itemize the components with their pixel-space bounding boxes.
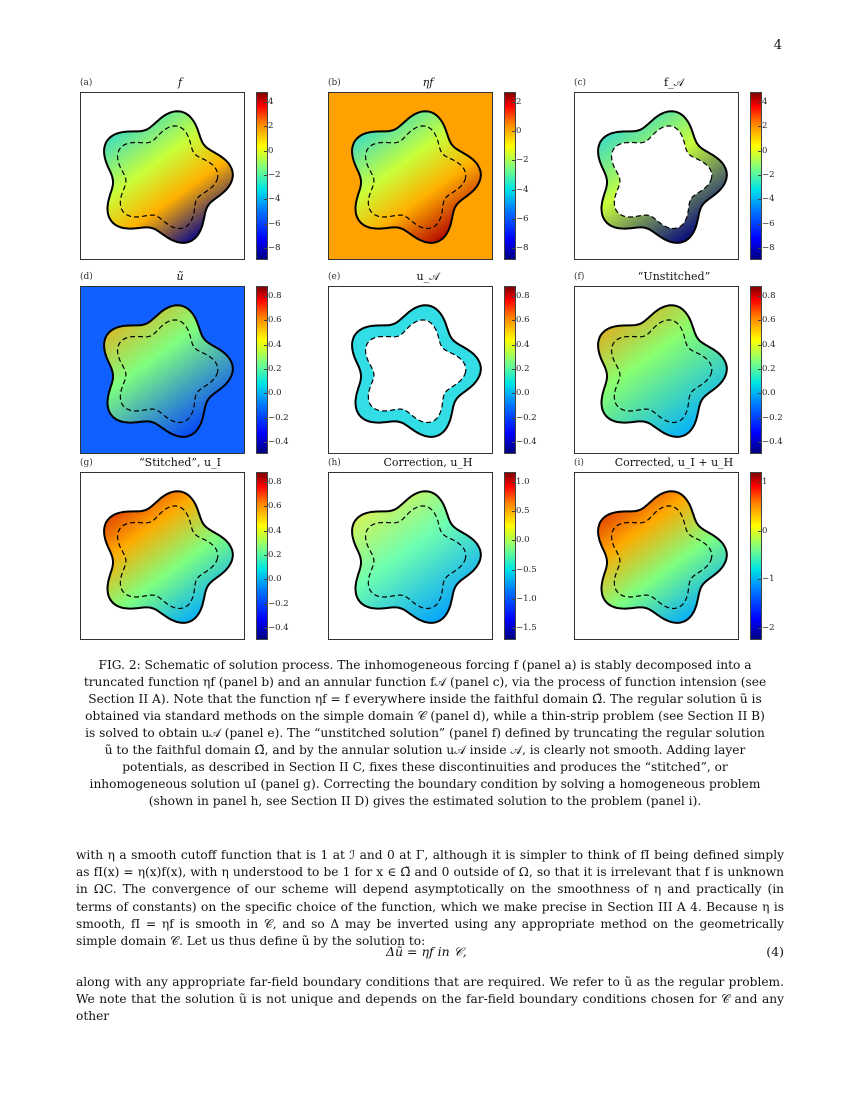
panel-plot bbox=[328, 286, 493, 454]
colorbar-tick-label: 0.2 bbox=[268, 364, 282, 374]
paragraph-1-text: with η a smooth cutoff function that is 1 at ℐ and 0 at Γ, although it is simpler to think of fI being defined simply as fI(x) = η(x)f(x), with η understood to be 1 for x ∈ Ω̃ and 0 outside of Ω, so that it is irrelevant that f is unknown in ΩC. The convergence of our scheme will depend asymptotically on the smoothness of η and practically (in terms of constants) on the specific choice of the function, which we make precise in Section III A 4. Because η is smooth, fI = ηf is smooth in 𝒞, and so Δ may be inverted using any appropriate method on the geometrically simple domain 𝒞. Let us thus define ũ by the solution to: bbox=[76, 848, 784, 949]
colorbar bbox=[504, 286, 516, 454]
figure-panel bbox=[328, 78, 578, 253]
colorbar-tick-label: 0.4 bbox=[268, 525, 282, 536]
colorbar bbox=[750, 286, 762, 454]
colorbar-tick-label: 0.0 bbox=[516, 388, 530, 399]
panel-plot bbox=[80, 286, 245, 454]
panel-title: ηf bbox=[422, 76, 434, 89]
colorbar-tick-label: −0.2 bbox=[268, 598, 289, 609]
colorbar-tick-label: 0.0 bbox=[268, 388, 282, 399]
colorbar-tick-label: −2 bbox=[762, 623, 775, 634]
panel-label: (g) bbox=[80, 458, 93, 468]
colorbar-tick-label: 0 bbox=[516, 126, 522, 137]
field-plot bbox=[81, 473, 244, 639]
panel-title: Corrected, u_I + u_H bbox=[614, 456, 734, 469]
panel-title: Correction, u_H bbox=[383, 456, 473, 469]
panel-plot bbox=[574, 92, 739, 260]
field-plot bbox=[329, 93, 492, 259]
panel-plot bbox=[328, 92, 493, 260]
colorbar-tick-label: −0.5 bbox=[516, 564, 537, 575]
panel-title: “Stitched”, u_I bbox=[139, 456, 221, 469]
panel-plot bbox=[574, 472, 739, 640]
colorbar-tick-label: −1.0 bbox=[516, 593, 537, 604]
colorbar-tick-label: 2 bbox=[268, 121, 274, 132]
colorbar-tick-label: −8 bbox=[268, 243, 281, 254]
panel-label: (d) bbox=[80, 272, 93, 282]
colorbar-tick-label: −0.2 bbox=[762, 412, 783, 423]
colorbar bbox=[504, 92, 516, 260]
colorbar-tick-label: −2 bbox=[516, 155, 529, 166]
equation-4 bbox=[76, 944, 784, 964]
field-plot bbox=[81, 287, 244, 453]
colorbar-tick-label: −1.5 bbox=[516, 623, 537, 634]
field-plot bbox=[329, 473, 492, 639]
figure-panel bbox=[80, 458, 330, 633]
colorbar-tick-label: 0.2 bbox=[762, 364, 776, 374]
colorbar-tick-label: 0.6 bbox=[762, 315, 776, 326]
colorbar-tick-label: 0.0 bbox=[516, 535, 530, 546]
colorbar-tick-label: 0.2 bbox=[268, 550, 282, 560]
colorbar-tick-label: −4 bbox=[516, 184, 529, 195]
panel-title: u_𝒜 bbox=[416, 270, 440, 283]
panel-label: (a) bbox=[80, 78, 93, 88]
colorbar-tick-label: −0.4 bbox=[268, 623, 289, 634]
colorbar-tick-label: −4 bbox=[762, 194, 775, 205]
paragraph-1 bbox=[76, 847, 784, 950]
panel-label: (c) bbox=[574, 78, 587, 88]
figure-caption bbox=[80, 657, 770, 810]
colorbar-tick-label: −1 bbox=[762, 574, 775, 585]
colorbar-tick-label: −8 bbox=[516, 243, 529, 254]
figure-panel bbox=[328, 458, 578, 633]
panel-label: (h) bbox=[328, 458, 341, 468]
caption-text: FIG. 2: Schematic of solution process. The inhomogeneous forcing f (panel a) is stably decomposed into a truncated function ηf (panel b) and an annular function f𝒜 (panel c), via the process of function intension (see Section II A). Note that the function ηf = f everywhere inside the faithful domain Ω̃. The regular solution ũ is obtained via standard methods on the simple domain 𝒞 (panel d), while a thin-strip problem (see Section II B) is solved to obtain u𝒜 (panel e). The “unstitched solution” (panel f) defined by truncating the regular solution ũ to the faithful domain Ω̃, and by the annular solution u𝒜 inside 𝒜, is clearly not smooth. Adding layer potentials, as described in Section II C, fixes these discontinuities and produces the “stitched”, or inhomogeneous solution uI (panel g). Correcting the boundary condition by solving a homogeneous problem (shown in panel h, see Section II D) gives the estimated solution to the problem (panel i). bbox=[83, 658, 767, 808]
colorbar bbox=[256, 286, 268, 454]
colorbar-tick-label: 1 bbox=[762, 476, 768, 487]
colorbar bbox=[750, 92, 762, 260]
field-plot bbox=[575, 473, 738, 639]
colorbar-tick-label: 0.6 bbox=[268, 501, 282, 512]
figure-panel bbox=[574, 458, 824, 633]
colorbar-tick-label: −6 bbox=[268, 218, 281, 229]
field-plot bbox=[575, 93, 738, 259]
colorbar-tick-label: −2 bbox=[268, 170, 281, 180]
colorbar bbox=[504, 472, 516, 640]
colorbar-tick-label: −6 bbox=[516, 213, 529, 224]
colorbar-tick-label: −0.4 bbox=[762, 437, 783, 448]
colorbar-tick-label: 4 bbox=[268, 96, 274, 107]
colorbar-tick-label: 0.0 bbox=[268, 574, 282, 585]
colorbar-tick-label: 0 bbox=[762, 145, 768, 156]
colorbar bbox=[256, 472, 268, 640]
figure-panel bbox=[80, 272, 330, 447]
panel-title: ũ bbox=[176, 270, 184, 283]
colorbar-tick-label: 2 bbox=[762, 121, 768, 132]
colorbar-tick-label: 0.4 bbox=[516, 339, 530, 350]
colorbar-tick-label: 2 bbox=[516, 96, 522, 107]
panel-plot bbox=[80, 472, 245, 640]
colorbar-tick-label: 0.4 bbox=[268, 339, 282, 350]
colorbar-tick-label: −0.4 bbox=[516, 437, 537, 448]
colorbar-tick-label: −6 bbox=[762, 218, 775, 229]
colorbar-tick-label: 0.8 bbox=[268, 476, 282, 487]
colorbar-tick-label: 0 bbox=[268, 145, 274, 156]
panel-label: (b) bbox=[328, 78, 341, 88]
panel-plot bbox=[328, 472, 493, 640]
colorbar-tick-label: −8 bbox=[762, 243, 775, 254]
colorbar-tick-label: −0.2 bbox=[516, 412, 537, 423]
colorbar-tick-label: −4 bbox=[268, 194, 281, 205]
paragraph-2-text: along with any appropriate far-field boundary conditions that are required. We refer to ũ as the regular problem. We note that the solution ũ is not unique and depends on the far-field boundary conditions chosen for 𝒞 and any other bbox=[76, 975, 784, 1024]
colorbar-tick-label: 0.8 bbox=[516, 290, 530, 301]
colorbar-tick-label: 0.6 bbox=[516, 315, 530, 326]
equation-text: Δũ = ηf in 𝒞, bbox=[386, 944, 467, 959]
field-plot bbox=[329, 287, 492, 453]
colorbar-tick-label: 0.8 bbox=[268, 290, 282, 301]
equation-number: (4) bbox=[766, 944, 784, 959]
page-number: 4 bbox=[773, 38, 782, 53]
panel-title: f_𝒜 bbox=[664, 76, 684, 89]
colorbar-tick-label: 1.0 bbox=[516, 476, 530, 487]
panel-label: (e) bbox=[328, 272, 341, 282]
colorbar-tick-label: 0.6 bbox=[268, 315, 282, 326]
panel-plot bbox=[80, 92, 245, 260]
panel-plot bbox=[574, 286, 739, 454]
panel-title: “Unstitched” bbox=[637, 270, 711, 283]
colorbar-tick-label: 0.5 bbox=[516, 506, 530, 517]
field-plot bbox=[575, 287, 738, 453]
figure-panel bbox=[80, 78, 330, 253]
colorbar-tick-label: 4 bbox=[762, 96, 768, 107]
colorbar-tick-label: 0.8 bbox=[762, 290, 776, 301]
panel-label: (f) bbox=[574, 272, 585, 282]
colorbar bbox=[256, 92, 268, 260]
colorbar-tick-label: 0.4 bbox=[762, 339, 776, 350]
paragraph-2 bbox=[76, 974, 784, 1026]
figure-panel bbox=[328, 272, 578, 447]
colorbar-tick-label: −0.2 bbox=[268, 412, 289, 423]
figure-panel bbox=[574, 78, 824, 253]
figure-panel bbox=[574, 272, 824, 447]
colorbar-tick-label: −2 bbox=[762, 170, 775, 180]
colorbar-tick-label: 0.2 bbox=[516, 364, 530, 374]
field-plot bbox=[81, 93, 244, 259]
panel-title: f bbox=[177, 76, 183, 89]
colorbar-tick-label: 0 bbox=[762, 525, 768, 536]
colorbar-tick-label: 0.0 bbox=[762, 388, 776, 399]
colorbar bbox=[750, 472, 762, 640]
colorbar-tick-label: −0.4 bbox=[268, 437, 289, 448]
panel-label: (i) bbox=[574, 458, 584, 468]
